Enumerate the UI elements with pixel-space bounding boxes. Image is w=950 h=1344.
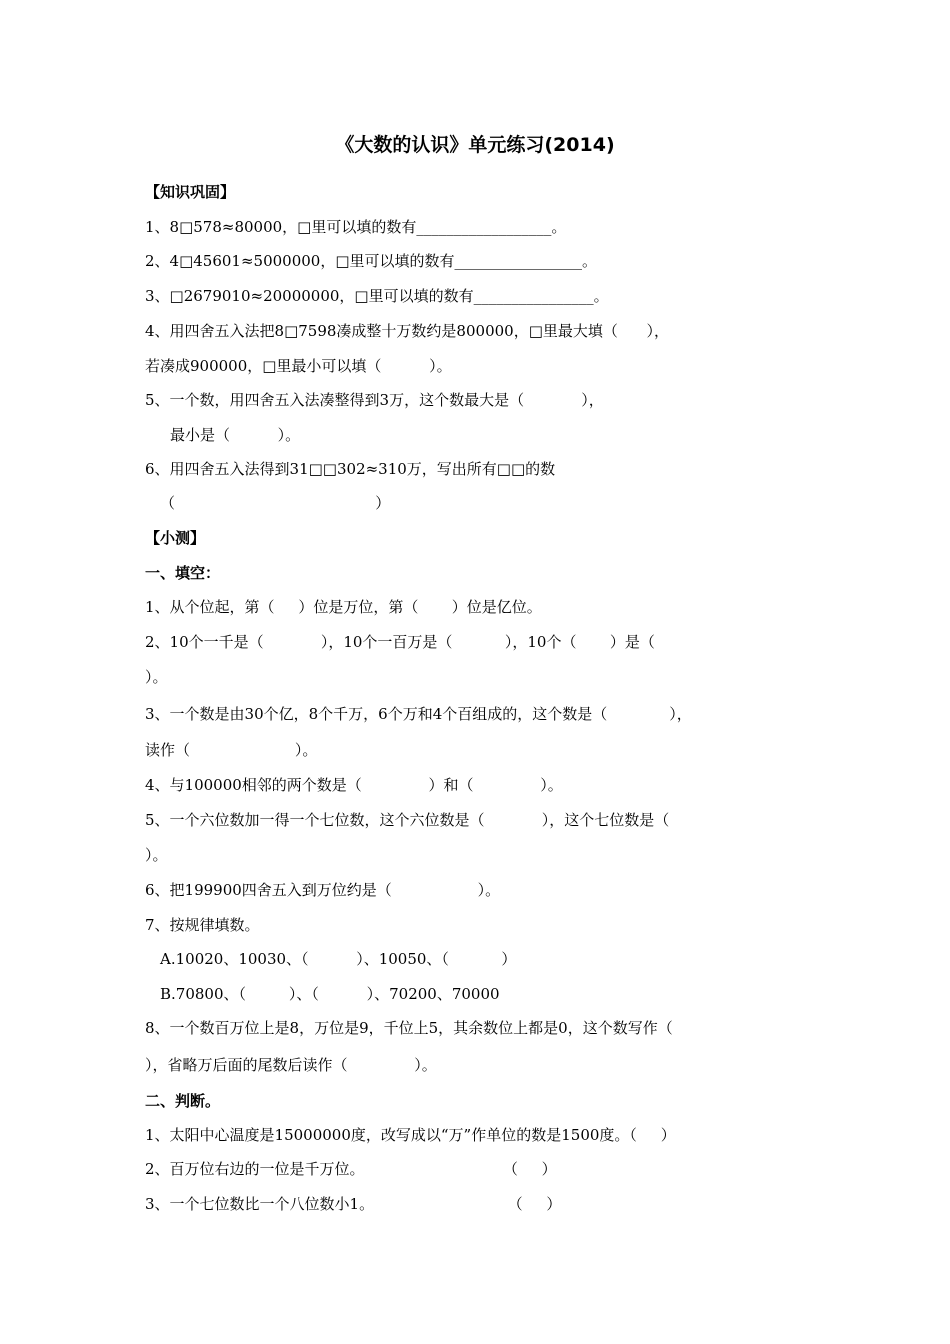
fill-item-3: 3、一个数是由30个亿，8个千万，6个万和4个百组成的，这个数是（ ）， [145, 705, 692, 723]
fill-item-8-cont: ），省略万后面的尾数后读作（ ）。 [145, 1056, 437, 1074]
section-judge-heading: 二、判断。 [145, 1092, 221, 1110]
knowledge-item-1: 1、8□578≈80000，□里可以填的数有__________________。 [145, 218, 567, 236]
fill-item-3-cont: 读作（ ）。 [145, 741, 318, 759]
fill-item-2-cont: ）。 [145, 668, 168, 686]
section-quiz-heading: 【小测】 [145, 529, 206, 547]
knowledge-item-6: 6、用四舍五入法得到31□□302≈310万，写出所有□□的数 [145, 460, 556, 478]
knowledge-item-2: 2、4□45601≈5000000，□里可以填的数有_________________。 [145, 252, 598, 270]
knowledge-item-5: 5、一个数，用四舍五入法凑整得到3万，这个数最大是（ ）， [145, 391, 604, 409]
section-fill-heading: 一、填空： [145, 564, 221, 582]
knowledge-item-6-cont: （ ） [160, 494, 391, 512]
judge-item-2: 2、百万位右边的一位是千万位。 （ ） [145, 1160, 557, 1178]
fill-item-7: 7、按规律填数。 [145, 916, 260, 934]
fill-item-1: 1、从个位起，第（ ）位是万位，第（ ）位是亿位。 [145, 598, 542, 616]
fill-item-6: 6、把199900四舍五入到万位约是（ ）。 [145, 881, 501, 899]
knowledge-item-4-cont: 若凑成900000，□里最小可以填（ ）。 [145, 357, 452, 375]
judge-item-1: 1、太阳中心温度是15000000度，改写成以“万”作单位的数是1500度。（ ） [145, 1126, 676, 1144]
fill-item-5: 5、一个六位数加一得一个七位数，这个六位数是（ ），这个七位数是（ [145, 811, 670, 829]
judge-item-3: 3、一个七位数比一个八位数小1。 （ ） [145, 1195, 562, 1213]
knowledge-item-4: 4、用四舍五入法把8□7598凑成整十万数约是800000，□里最大填（ ）， [145, 322, 669, 340]
fill-item-7b: B.70800、（ ）、（ ）、70200、70000 [160, 985, 500, 1003]
page-title: 《大数的认识》单元练习(2014) [335, 134, 615, 156]
knowledge-item-3: 3、□2679010≈20000000，□里可以填的数有________________。 [145, 287, 609, 305]
fill-item-8: 8、一个数百万位上是8，万位是9，千位上5，其余数位上都是0，这个数写作（ [145, 1019, 673, 1037]
fill-item-5-cont: ）。 [145, 846, 168, 864]
fill-item-2: 2、10个一千是（ ），10个一百万是（ ），10个（ ）是（ [145, 633, 655, 651]
fill-item-7a: A.10020、10030、（ ）、10050、（ ） [160, 950, 517, 968]
knowledge-item-5-cont: 最小是（ ）。 [170, 426, 301, 444]
fill-item-4: 4、与100000相邻的两个数是（ ）和（ ）。 [145, 776, 563, 794]
section-knowledge-heading: 【知识巩固】 [145, 183, 236, 201]
